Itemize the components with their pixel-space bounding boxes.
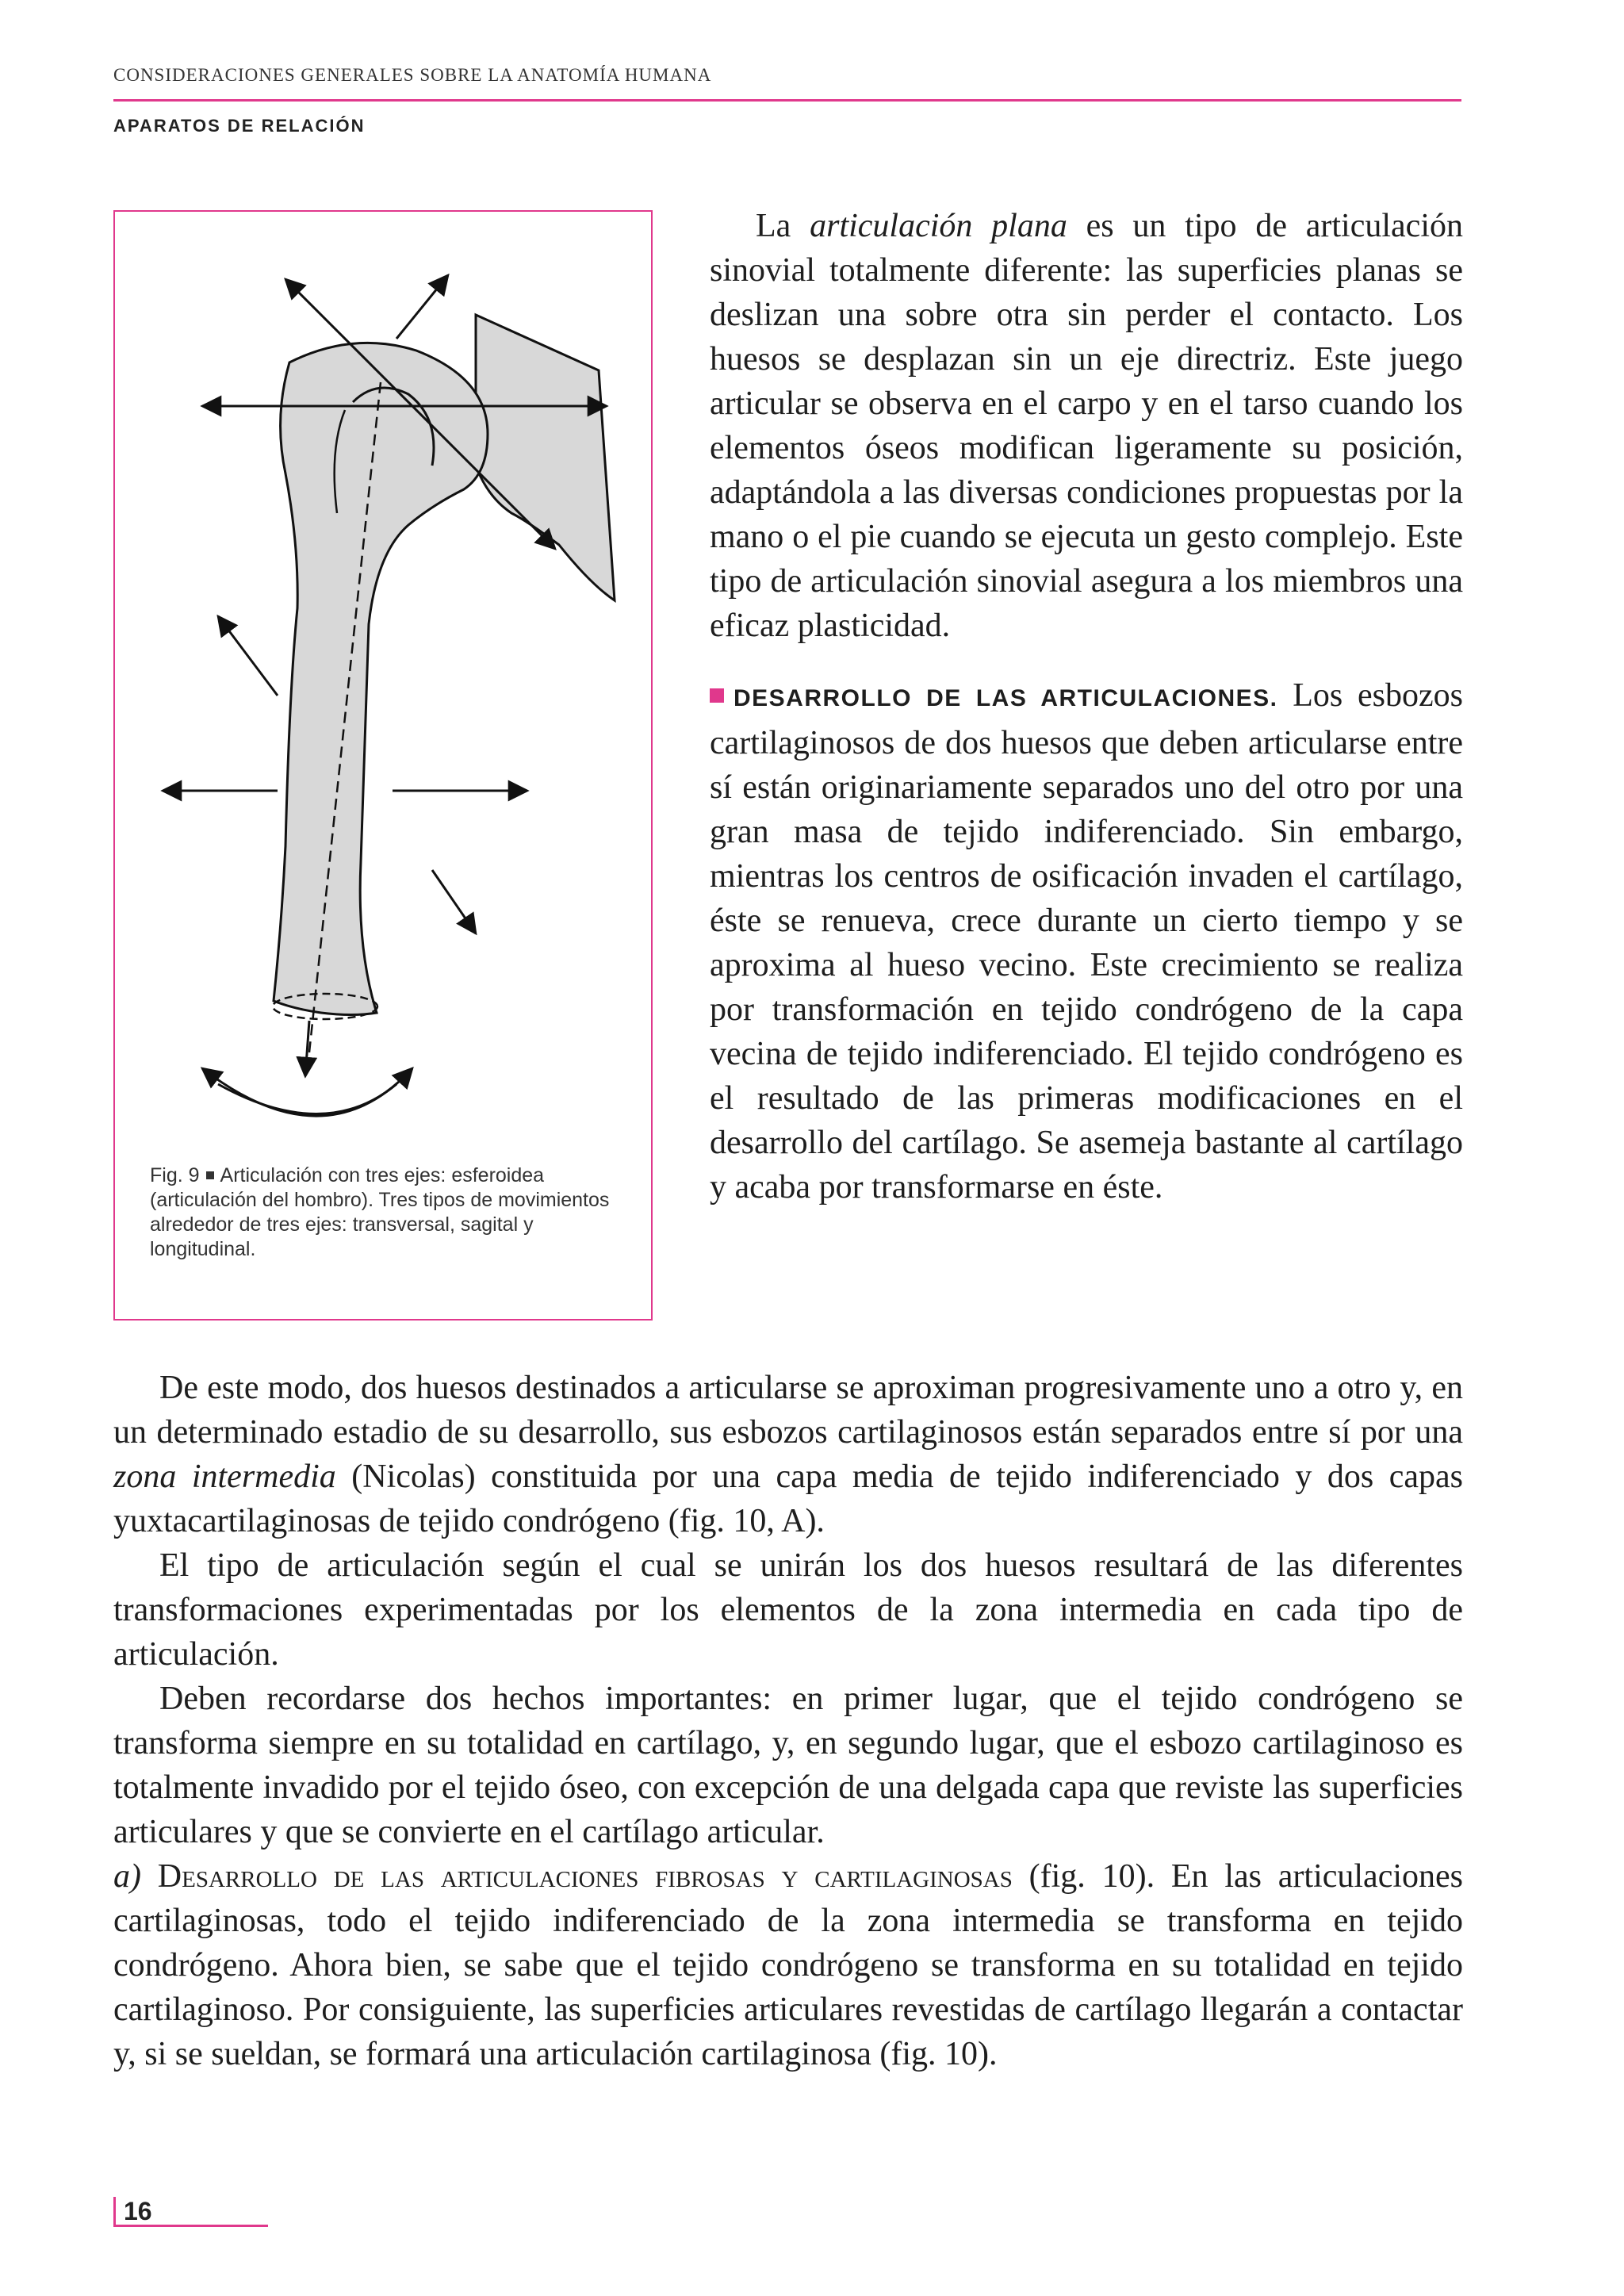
longitudinal-axis-arrow-top — [396, 275, 448, 339]
paragraph-desarrollo — [710, 673, 1463, 1209]
paragraph-tipo-articulacion: El tipo de articulación según el cual se unirán los dos huesos resultará de las diferentes transformaciones experimentadas por los elementos de la zona intermedia en cada tipo de articulación. — [113, 1547, 1463, 1673]
humerus-shoulder-axes-drawing — [115, 212, 654, 1140]
caption-text: Articulación con tres ejes: esferoidea (articulación del hombro). Tres tipos de movimientos alrededor de tres ejes: transversal, sagital y longitudinal. — [150, 1164, 610, 1260]
p2-rest: Los esbozos cartilaginosos de dos huesos que deben articularse entre sí están originariamente separados uno del otro por una gran masa de tejido indiferenciado. Sin embargo, mientras los centros de osificación invaden el cartílago, éste se renueva, crece durante un cierto tiempo y se aproxima al hueso vecino. Este crecimiento se realiza por transformación en tejido condrógeno de la capa vecina de tejido indiferenciado. El tejido condrógeno es el resultado de las primeras modificaciones en el desarrollo del cartílago. Se asemeja bastante al cartílago y acaba por transformarse en éste. — [710, 677, 1464, 1205]
humerus-bone — [274, 343, 488, 1014]
p6-marker: a) — [113, 1858, 141, 1895]
paragraph-gap — [710, 648, 1463, 673]
movement-arrow-upper-left — [218, 616, 278, 696]
paragraph-fibrosas-cartilaginosas — [113, 1854, 1463, 2076]
paragraph-articulacion-plana — [710, 204, 1463, 648]
page-number-box — [113, 2197, 268, 2227]
p1-term: articulación plana — [810, 208, 1067, 244]
scapula-shape — [476, 315, 615, 600]
right-column — [710, 204, 1463, 1209]
running-title: CONSIDERACIONES GENERALES SOBRE LA ANATOMÍA HUMANA — [113, 65, 712, 85]
longitudinal-axis-arrow-bottom — [305, 1021, 309, 1076]
caption-label: Fig. 9 — [150, 1164, 200, 1186]
p1-lead: La — [756, 208, 810, 244]
section-heading: DESARROLLO DE LAS ARTICULACIONES. — [733, 685, 1278, 711]
paragraph-zona-intermedia — [113, 1366, 1463, 1543]
p1-rest: es un tipo de articulación sinovial totalmente diferente: las superficies planas se deslizan una sobre otra sin perder el contacto. Los huesos se desplazan sin un eje directriz. Este juego articular se observa en el carpo y en el tarso cuando los elementos óseos modifican ligeramente su posición, adaptándola a las diversas condiciones propuestas por la mano o el pie cuando se ejecuta un gesto complejo. Este tipo de articulación sinovial asegura a los miembros una eficaz plasticidad. — [710, 208, 1463, 644]
rotation-arc-inner — [218, 1084, 396, 1114]
p6-heading: Desarrollo de las articulaciones fibrosas y cartilaginosas — [141, 1858, 1013, 1895]
figure-caption — [150, 1163, 634, 1262]
p3-term: zona intermedia — [113, 1458, 336, 1495]
header-rule — [113, 99, 1461, 102]
movement-arrow-lower-right — [432, 870, 476, 933]
section-label: APARATOS DE RELACIÓN — [113, 116, 366, 136]
p3-a: De este modo, dos huesos destinados a articularse se aproximan progresivamente uno a otro y, en un determinado estadio de su desarrollo, sus esbozos cartilaginosos están separados entre sí por una — [113, 1370, 1463, 1451]
p3-b: (Nicolas) constituida por una capa media de tejido indiferenciado y dos capas yuxtacartilaginosas de tejido condrógeno (fig. 10, A). — [113, 1458, 1463, 1539]
page-number: 16 — [124, 2197, 152, 2225]
figure-9-box — [113, 210, 653, 1320]
full-width-text — [113, 1366, 1463, 2076]
section-square-icon — [710, 688, 724, 703]
p6-rest: (fig. 10). En las articulaciones cartilaginosas, todo el tejido indiferenciado de la zona intermedia se transforma en tejido condrógeno. Ahora bien, se sabe que el tejido condrógeno se transforma en su totalidad en tejido cartilaginoso. Por consiguiente, las superficies articulares revestidas de cartílago llegarán a contactar y, si se sueldan, se formará una articulación cartilaginosa (fig. 10). — [113, 1858, 1463, 2072]
caption-bullet — [206, 1171, 214, 1179]
paragraph-hechos-importantes: Deben recordarse dos hechos importantes: en primer lugar, que el tejido condrógeno se transforma siempre en su totalidad en cartílago, y, en segundo lugar, que el esbozo cartilaginoso es totalmente invadido por el tejido óseo, con excepción de una delgada capa que reviste las superficies articulares y que se convierte en el cartílago articular. — [113, 1681, 1463, 1850]
